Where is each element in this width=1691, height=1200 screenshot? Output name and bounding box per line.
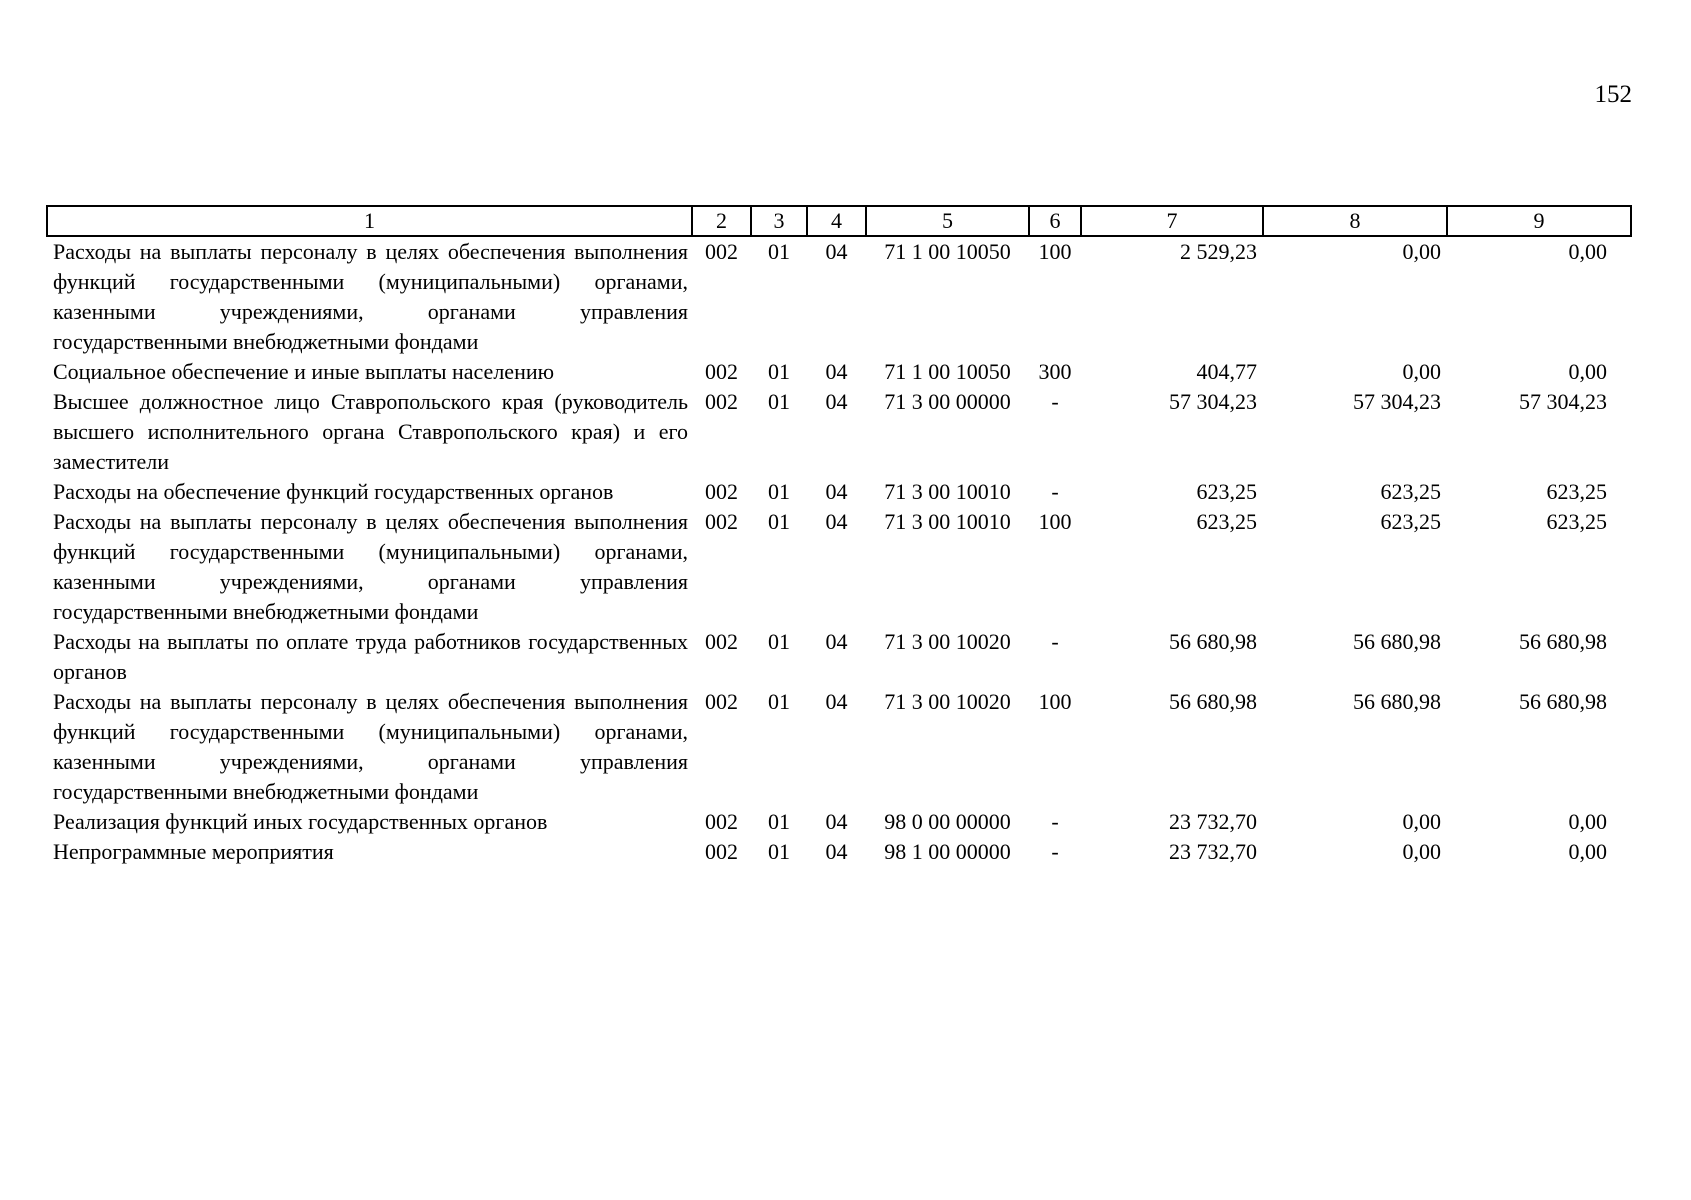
page-number: 152 xyxy=(1594,81,1632,108)
cell-col6: - xyxy=(1051,479,1059,504)
column-header: 8 xyxy=(1263,206,1447,236)
cell-col5: 71 3 00 10010 xyxy=(884,509,1011,534)
cell-col8: 623,25 xyxy=(1380,479,1441,504)
cell-col3: 01 xyxy=(768,509,790,534)
cell-col5: 71 3 00 00000 xyxy=(884,389,1011,414)
table-row xyxy=(47,477,1631,507)
cell-col7: 23 732,70 xyxy=(1169,839,1257,864)
cell-col7: 23 732,70 xyxy=(1169,809,1257,834)
cell-col5: 98 1 00 00000 xyxy=(884,839,1011,864)
cell-col3: 01 xyxy=(768,629,790,654)
cell-col2: 002 xyxy=(705,479,738,504)
cell-col9: 0,00 xyxy=(1568,839,1607,864)
cell-col4: 04 xyxy=(825,509,848,534)
column-header: 9 xyxy=(1447,206,1631,236)
cell-col4: 04 xyxy=(825,629,848,654)
column-header: 3 xyxy=(751,206,807,236)
cell-col8: 0,00 xyxy=(1402,359,1441,384)
cell-col4: 04 xyxy=(825,239,848,264)
cell-col5: 71 1 00 10050 xyxy=(884,359,1011,384)
column-header: 6 xyxy=(1029,206,1081,236)
cell-col9: 0,00 xyxy=(1568,809,1607,834)
cell-col4: 04 xyxy=(825,689,848,714)
row-description: Высшее должностное лицо Ставропольского края (руководитель высшего исполнительного органа Ставропольского края) и его заместители xyxy=(53,389,688,474)
column-header: 4 xyxy=(807,206,866,236)
cell-col2: 002 xyxy=(705,629,738,654)
row-description: Реализация функций иных государственных органов xyxy=(53,809,548,834)
row-description: Социальное обеспечение и иные выплаты населению xyxy=(53,359,555,384)
cell-col7: 623,25 xyxy=(1196,509,1257,534)
cell-col3: 01 xyxy=(768,359,790,384)
cell-col2: 002 xyxy=(705,389,738,414)
cell-col6: 100 xyxy=(1038,239,1072,264)
cell-col6: - xyxy=(1051,809,1059,834)
column-header: 2 xyxy=(692,206,751,236)
table-row xyxy=(47,387,1631,477)
table-row xyxy=(47,687,1631,807)
table-header xyxy=(47,206,1631,236)
cell-col5: 71 3 00 10020 xyxy=(884,689,1011,714)
row-description: Непрограммные мероприятия xyxy=(53,839,334,864)
table-row xyxy=(47,807,1631,837)
cell-col8: 57 304,23 xyxy=(1353,389,1441,414)
table-row xyxy=(47,507,1631,627)
cell-col7: 57 304,23 xyxy=(1169,389,1257,414)
cell-col6: - xyxy=(1051,839,1059,864)
cell-col4: 04 xyxy=(825,839,848,864)
cell-col3: 01 xyxy=(768,479,790,504)
cell-col8: 0,00 xyxy=(1402,239,1441,264)
cell-col6: 300 xyxy=(1038,359,1072,384)
cell-col3: 01 xyxy=(768,389,790,414)
cell-col9: 57 304,23 xyxy=(1519,389,1607,414)
cell-col7: 56 680,98 xyxy=(1169,689,1257,714)
header-row xyxy=(47,206,1631,236)
cell-col2: 002 xyxy=(705,839,738,864)
cell-col5: 98 0 00 00000 xyxy=(884,809,1011,834)
row-description: Расходы на выплаты персоналу в целях обеспечения выполнения функций государственными (муниципальными) органами, казенными учреждениями, органами управления государственными внебюджетными фондами xyxy=(53,239,688,354)
column-header: 5 xyxy=(866,206,1029,236)
cell-col2: 002 xyxy=(705,509,738,534)
cell-col9: 623,25 xyxy=(1546,479,1607,504)
cell-col6: - xyxy=(1051,389,1059,414)
table-row xyxy=(47,236,1631,357)
cell-col7: 623,25 xyxy=(1196,479,1257,504)
cell-col6: 100 xyxy=(1038,689,1072,714)
cell-col4: 04 xyxy=(825,359,848,384)
column-header: 1 xyxy=(47,206,692,236)
cell-col7: 404,77 xyxy=(1196,359,1257,384)
row-description: Расходы на выплаты персоналу в целях обеспечения выполнения функций государственными (муниципальными) органами, казенными учреждениями, органами управления государственными внебюджетными фондами xyxy=(53,509,688,624)
table-row xyxy=(47,627,1631,687)
cell-col8: 0,00 xyxy=(1402,809,1441,834)
budget-table xyxy=(46,205,1632,867)
cell-col7: 2 529,23 xyxy=(1180,239,1257,264)
cell-col3: 01 xyxy=(768,839,790,864)
cell-col3: 01 xyxy=(768,689,790,714)
table-body xyxy=(47,236,1631,867)
row-description: Расходы на выплаты персоналу в целях обеспечения выполнения функций государственными (муниципальными) органами, казенными учреждениями, органами управления государственными внебюджетными фондами xyxy=(53,689,688,804)
cell-col6: - xyxy=(1051,629,1059,654)
cell-col9: 56 680,98 xyxy=(1519,629,1607,654)
cell-col9: 0,00 xyxy=(1568,239,1607,264)
cell-col2: 002 xyxy=(705,689,738,714)
cell-col4: 04 xyxy=(825,479,848,504)
table-row xyxy=(47,357,1631,387)
row-description: Расходы на выплаты по оплате труда работников государственных органов xyxy=(53,629,688,684)
cell-col2: 002 xyxy=(705,239,738,264)
row-description: Расходы на обеспечение функций государственных органов xyxy=(53,479,614,504)
cell-col8: 56 680,98 xyxy=(1353,629,1441,654)
cell-col4: 04 xyxy=(825,389,848,414)
cell-col9: 56 680,98 xyxy=(1519,689,1607,714)
cell-col8: 56 680,98 xyxy=(1353,689,1441,714)
cell-col6: 100 xyxy=(1038,509,1072,534)
cell-col8: 0,00 xyxy=(1402,839,1441,864)
cell-col7: 56 680,98 xyxy=(1169,629,1257,654)
cell-col9: 623,25 xyxy=(1546,509,1607,534)
column-header: 7 xyxy=(1081,206,1263,236)
cell-col4: 04 xyxy=(825,809,848,834)
cell-col2: 002 xyxy=(705,809,738,834)
cell-col5: 71 1 00 10050 xyxy=(884,239,1011,264)
cell-col3: 01 xyxy=(768,809,790,834)
cell-col8: 623,25 xyxy=(1380,509,1441,534)
table-row xyxy=(47,837,1631,867)
cell-col5: 71 3 00 10010 xyxy=(884,479,1011,504)
cell-col2: 002 xyxy=(705,359,738,384)
cell-col5: 71 3 00 10020 xyxy=(884,629,1011,654)
cell-col9: 0,00 xyxy=(1568,359,1607,384)
cell-col3: 01 xyxy=(768,239,790,264)
